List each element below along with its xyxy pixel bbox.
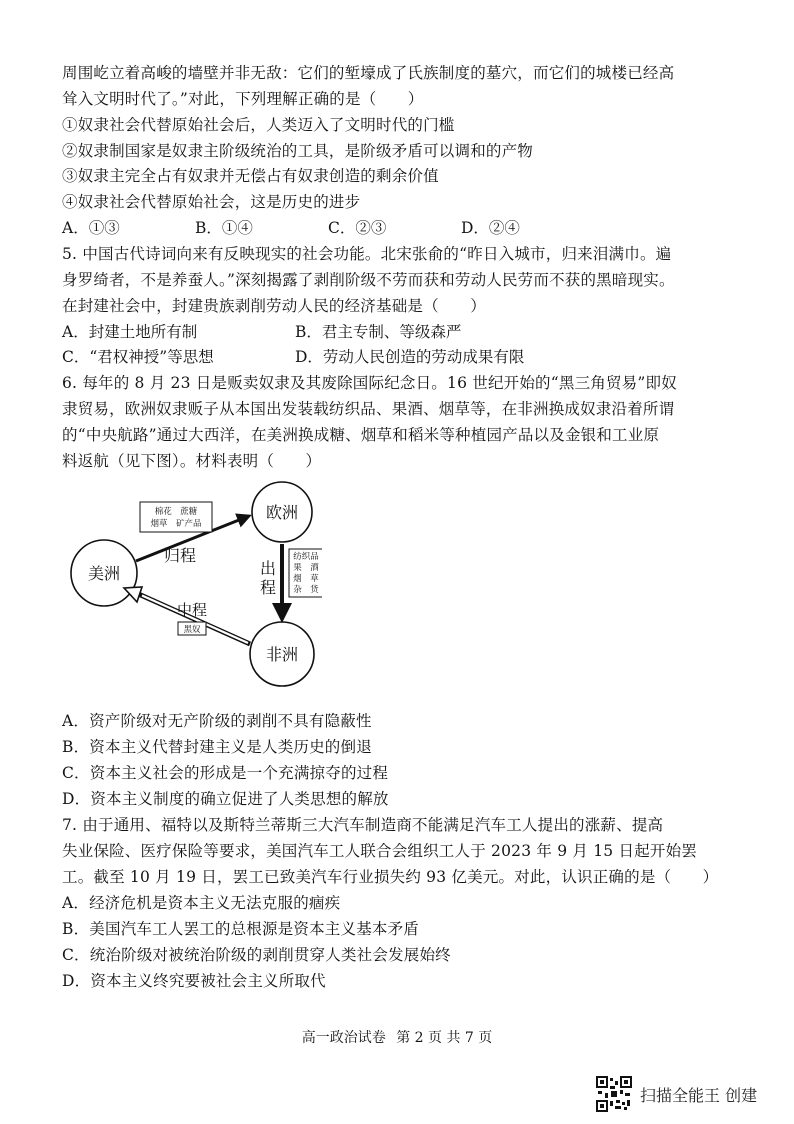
q6-option-a[interactable]: A．资产阶级对无产阶级的剥削不具有隐蔽性: [62, 712, 372, 730]
q6-option-b[interactable]: B．资本主义代替封建主义是人类历史的倒退: [62, 738, 372, 756]
q7-option-d[interactable]: D．资本主义终究要被社会主义所取代: [62, 972, 326, 990]
q4-statement-1: ①奴隶社会代替原始社会后，人类迈入了文明时代的门槛: [62, 116, 455, 134]
q4-stem-line1: 周围屹立着高峻的墙壁并非无敌：它们的堑壕成了氏族制度的墓穴，而它们的城楼已经高: [62, 64, 675, 82]
q6-stem-line1: 6. 每年的 8 月 23 日是贩卖奴隶及其废除国际纪念日。16 世纪开始的“黑三角贸易”即奴: [62, 374, 677, 392]
q6-option-c[interactable]: C．资本主义社会的形成是一个充满掠夺的过程: [62, 764, 389, 782]
middle-leg-label: 中程: [176, 601, 208, 619]
q7-option-a[interactable]: A．经济危机是资本主义无法克服的痼疾: [62, 894, 341, 912]
america-label: 美洲: [87, 564, 121, 583]
triangle-trade-diagram: [62, 474, 322, 694]
middle-leg-cargo: 黑奴: [183, 625, 201, 635]
q6-stem-line2: 隶贸易，欧洲奴隶贩子从本国出发装载纺织品、果酒、烟草等，在非洲换成奴隶沿着所谓: [62, 400, 675, 418]
africa-label: 非洲: [265, 645, 299, 664]
q5-stem-line3: 在封建社会中，封建贵族剥削劳动人民的经济基础是（ ）: [62, 297, 486, 315]
q6-stem-line4: 料返航（见下图）。材料表明（ ）: [62, 452, 322, 470]
q5-option-a[interactable]: A．封建土地所有制: [62, 323, 198, 341]
scanner-watermark-text: 扫描全能王 创建: [640, 1085, 758, 1105]
outward-leg-label-2: 程: [259, 578, 277, 597]
return-leg-goods-line1: 棉花 蔗糖: [154, 507, 198, 517]
scanner-watermark: [596, 1076, 757, 1112]
q4-stem-line2: 耸入文明时代了。”对此，下列理解正确的是（ ）: [62, 90, 424, 108]
q7-stem-line3: 工。截至 10 月 19 日，罢工已致美汽车行业损失约 93 亿美元。对此，认识正确的是（ ）: [62, 868, 719, 886]
q5-option-c[interactable]: C．“君权神授”等思想: [62, 348, 214, 366]
q7-option-c[interactable]: C．统治阶级对被统治阶级的剥削贯穿人类社会发展始终: [62, 946, 451, 964]
q7-stem-line1: 7. 由于通用、福特以及斯特兰蒂斯三大汽车制造商不能满足汽车工人提出的涨薪、提高: [62, 816, 664, 834]
q4-option-d[interactable]: D．②④: [461, 219, 520, 237]
q7-stem-line2: 失业保险、医疗保险等要求，美国汽车工人联合会组织工人于 2023 年 9 月 15 日起开始罢: [62, 842, 697, 860]
qr-code-icon: [596, 1076, 632, 1112]
q4-statement-2: ②奴隶制国家是奴隶主阶级统治的工具，是阶级矛盾可以调和的产物: [62, 142, 534, 160]
q5-stem-line1: 5. 中国古代诗词向来有反映现实的社会功能。北宋张俞的“昨日入城市，归来泪满巾。遍: [62, 245, 672, 263]
q4-option-c[interactable]: C．②③: [328, 219, 387, 237]
outward-leg-label-1: 出: [259, 559, 277, 578]
q7-option-b[interactable]: B．美国汽车工人罢工的总根源是资本主义基本矛盾: [62, 920, 419, 938]
q6-option-d[interactable]: D．资本主义制度的确立促进了人类思想的解放: [62, 790, 389, 808]
footer-title: 高一政治试卷: [301, 1030, 386, 1046]
outward-leg-goods-line2: 果 酒: [293, 563, 319, 573]
footer-page-number: 第 2 页 共 7 页: [396, 1030, 493, 1046]
q4-option-b[interactable]: B．①④: [195, 219, 253, 237]
q4-statement-4: ④奴隶社会代替原始社会，这是历史的进步: [62, 193, 361, 211]
europe-label: 欧洲: [265, 503, 299, 522]
q4-statement-3: ③奴隶主完全占有奴隶并无偿占有奴隶创造的剩余价值: [62, 167, 439, 185]
q6-stem-line3: 的“中央航路”通过大西洋，在美洲换成糖、烟草和稻米等种植园产品以及金银和工业原: [62, 426, 660, 444]
q4-option-a[interactable]: A．①③: [62, 219, 120, 237]
q5-option-b[interactable]: B．君主专制、等级森严: [295, 323, 462, 341]
q5-stem-line2: 身罗绮者，不是养蚕人。”深刻揭露了剥削阶级不劳而获和劳动人民劳而不获的黑暗现实。: [62, 271, 675, 289]
outward-leg-goods-line1: 纺织品: [293, 552, 319, 562]
page-footer: [0, 1027, 794, 1047]
q5-option-d[interactable]: D．劳动人民创造的劳动成果有限: [295, 348, 525, 366]
return-leg-label: 归程: [163, 546, 197, 565]
outward-leg-goods-line3: 烟 草: [293, 574, 319, 584]
return-leg-goods-line2: 烟草 矿产品: [150, 519, 202, 529]
outward-leg-goods-line4: 杂 货: [293, 585, 319, 595]
